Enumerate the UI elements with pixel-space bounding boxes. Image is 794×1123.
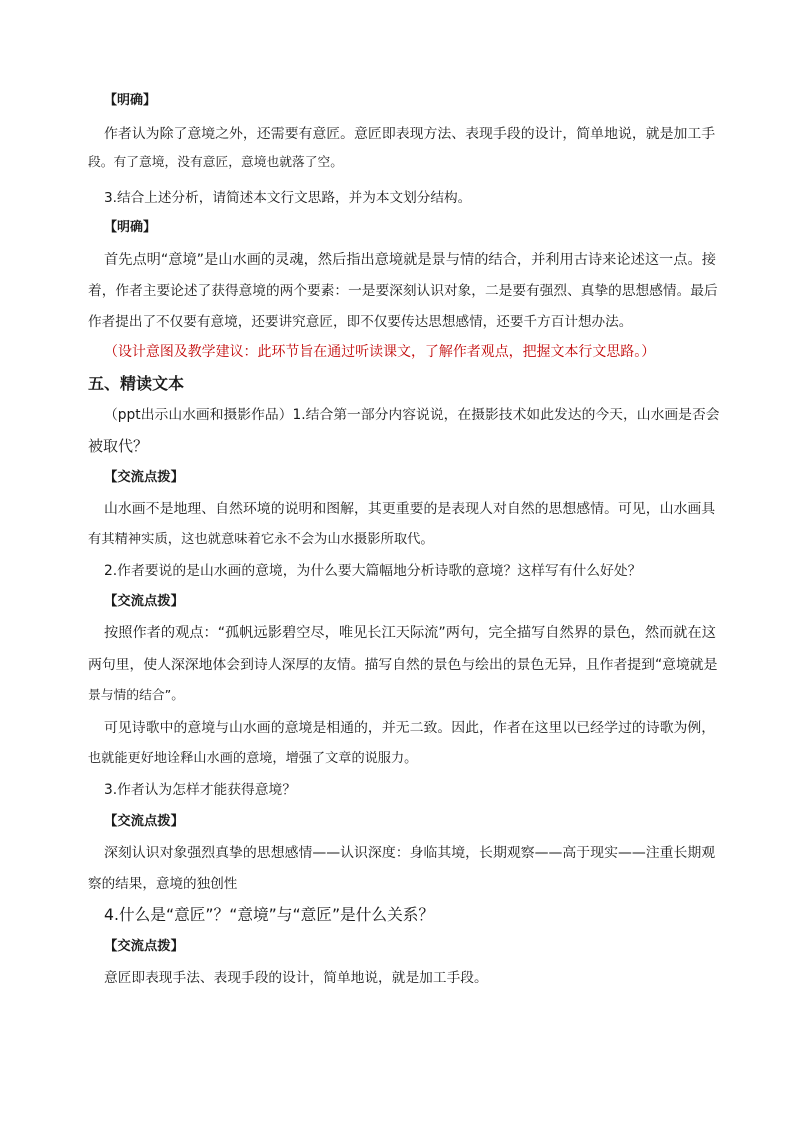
answer-heading: 【明确】	[104, 93, 157, 108]
paragraph-line: 察的结果，意境的独创性	[88, 876, 238, 892]
question-line: 2.作者要说的是山水画的意境，为什么要大篇幅地分析诗歌的意境？这样写有什么好处？	[104, 563, 642, 579]
paragraph-line: 按照作者的观点：“孤帆远影碧空尽，唯见长江天际流”两句，完全描写自然界的景色，然而就在这	[104, 625, 716, 641]
paragraph-line: 意匠即表现手法、表现手段的设计，简单地说，就是加工手段。	[104, 970, 488, 986]
paragraph-line: 可见诗歌中的意境与山水画的意境是相通的，并无二致。因此，作者在这里以已经学过的诗歌为例，	[104, 720, 716, 736]
paragraph-line: 有其精神实质，这也就意味着它永不会为山水摄影所取代。	[88, 532, 434, 547]
paragraph-line: 山水画不是地理、自然环境的说明和图解，其更重要的是表现人对自然的思想感情。可见，山水画具	[104, 501, 716, 517]
discussion-heading: 【交流点拨】	[104, 594, 184, 609]
section-heading: 五、精读文本	[88, 374, 185, 393]
paragraph-line: 段。有了意境，没有意匠，意境也就落了空。	[88, 155, 343, 170]
paragraph-line: 首先点明“意境”是山水画的灵魂，然后指出意境就是景与情的结合，并利用古诗来论述这一点。接	[104, 252, 716, 268]
discussion-heading: 【交流点拨】	[104, 939, 184, 954]
answer-heading: 【明确】	[104, 220, 157, 235]
paragraph-line: 也就能更好地诠释山水画的意境，增强了文章的说服力。	[88, 751, 418, 766]
question-line: 3.作者认为怎样才能获得意境？	[104, 782, 297, 798]
question-line: 4.什么是“意匠”？“意境”与“意匠”是什么关系？	[104, 905, 435, 924]
paragraph-line: 着，作者主要论述了获得意境的两个要素：一是要深刻认识对象，二是要有强烈、真挚的思想感情。最后	[88, 283, 718, 299]
discussion-heading: 【交流点拨】	[104, 814, 184, 829]
discussion-heading: 【交流点拨】	[104, 470, 184, 485]
question-line: 3.结合上述分析，请简述本文行文思路，并为本文划分结构。	[104, 190, 472, 206]
paragraph-line: 深刻认识对象强烈真挚的思想感情——认识深度：身临其境，长期观察——高于现实——注重长期观	[104, 845, 716, 861]
paragraph-line: 作者提出了不仅要有意境，还要讲究意匠，即不仅要传达思想感情，还要千方百计想办法。	[88, 314, 633, 330]
paragraph-line: 两句里，使人深深地体会到诗人深厚的友情。描写自然的景色与绘出的景色无异，且作者提到“意境就是	[88, 657, 718, 673]
paragraph-line: 景与情的结合”。	[88, 688, 184, 703]
paragraph-line: 作者认为除了意境之外，还需要有意匠。意匠即表现方法、表现手段的设计，简单地说，就是加工手	[104, 126, 716, 142]
teaching-note: （设计意图及教学建议：此环节旨在通过听读课文，了解作者观点，把握文本行文思路。）	[104, 344, 656, 360]
question-line: 被取代？	[88, 437, 149, 455]
question-line: （ppt出示山水画和摄影作品）1.结合第一部分内容说说，在摄影技术如此发达的今天，山水画是否会	[104, 407, 720, 423]
